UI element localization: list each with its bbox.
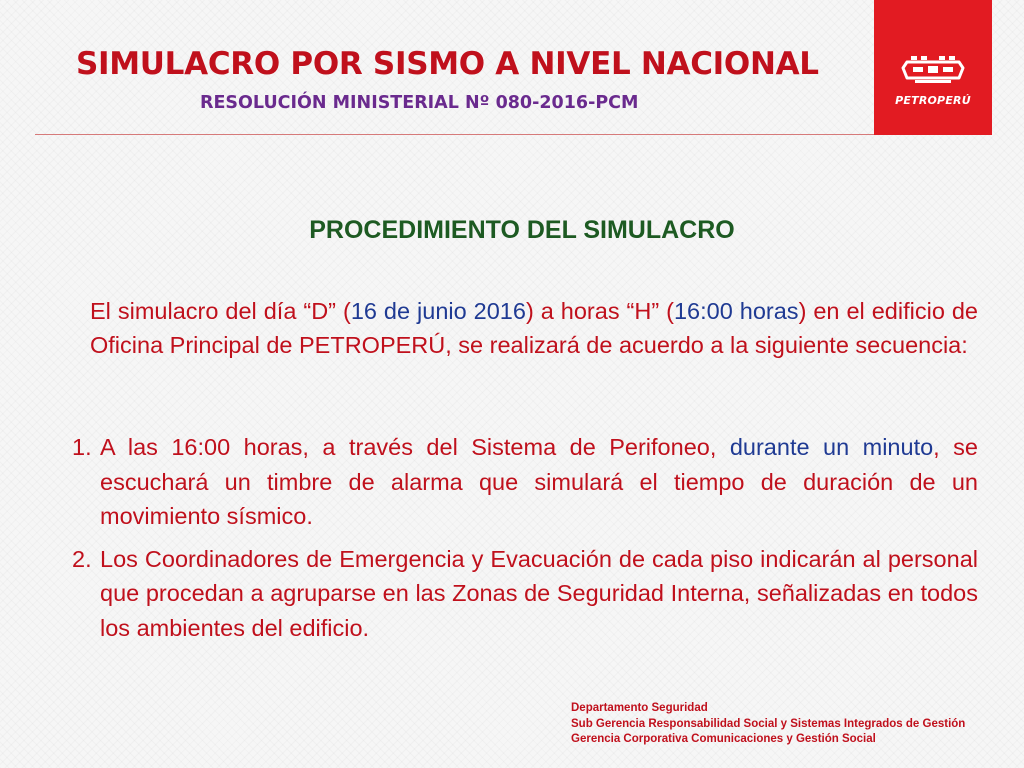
step-highlight: durante un minuto: [729, 434, 934, 460]
footer-line-gerencia: Gerencia Corporativa Comunicaciones y Gestión Social: [571, 733, 876, 745]
footer: [571, 701, 965, 748]
step-number: 1.: [72, 434, 92, 460]
intro-time: 16:00 horas: [673, 298, 799, 324]
petroperu-emblem-icon: [901, 54, 965, 84]
logo-text: PETROPERÚ: [895, 94, 971, 107]
intro-paragraph: [90, 294, 978, 362]
intro-text-3: ) en el edificio de Oficina Principal de PETROPERÚ, se realizará de acuerdo a la siguiente secuencia:: [90, 298, 979, 358]
intro-text-2: ) a horas “H” (: [525, 298, 674, 324]
header-divider: [35, 134, 875, 135]
footer-line-subgerencia: Sub Gerencia Responsabilidad Social y Sistemas Integrados de Gestión: [571, 717, 966, 730]
slide-subtitle: RESOLUCIÓN MINISTERIAL Nº 080-2016-PCM: [200, 93, 639, 113]
step-text: , se escuchará un timbre de alarma que simulará el tiempo de duración de un movimiento sísmico.: [100, 434, 978, 529]
petroperu-logo: [874, 0, 992, 135]
list-item: [72, 430, 978, 534]
step-text: A las 16:00 horas, a través del Sistema de Perifoneo,: [100, 434, 730, 460]
slide-title: SIMULACRO POR SISMO A NIVEL NACIONAL: [76, 46, 819, 82]
step-number: 2.: [72, 545, 92, 572]
footer-line-department: Departamento Seguridad: [571, 702, 708, 714]
step-text: Los Coordinadores de Emergencia y Evacuación de cada piso indicarán al personal que procedan a agruparse en las Zonas de Seguridad Interna, señalizadas en todos los ambientes del edificio.: [100, 545, 978, 641]
intro-date: 16 de junio 2016: [350, 298, 526, 324]
section-heading: PROCEDIMIENTO DEL SIMULACRO: [309, 216, 735, 244]
intro-text-1: El simulacro del día “D” (: [90, 298, 351, 324]
steps-list: [72, 430, 978, 653]
list-item: [72, 542, 978, 646]
